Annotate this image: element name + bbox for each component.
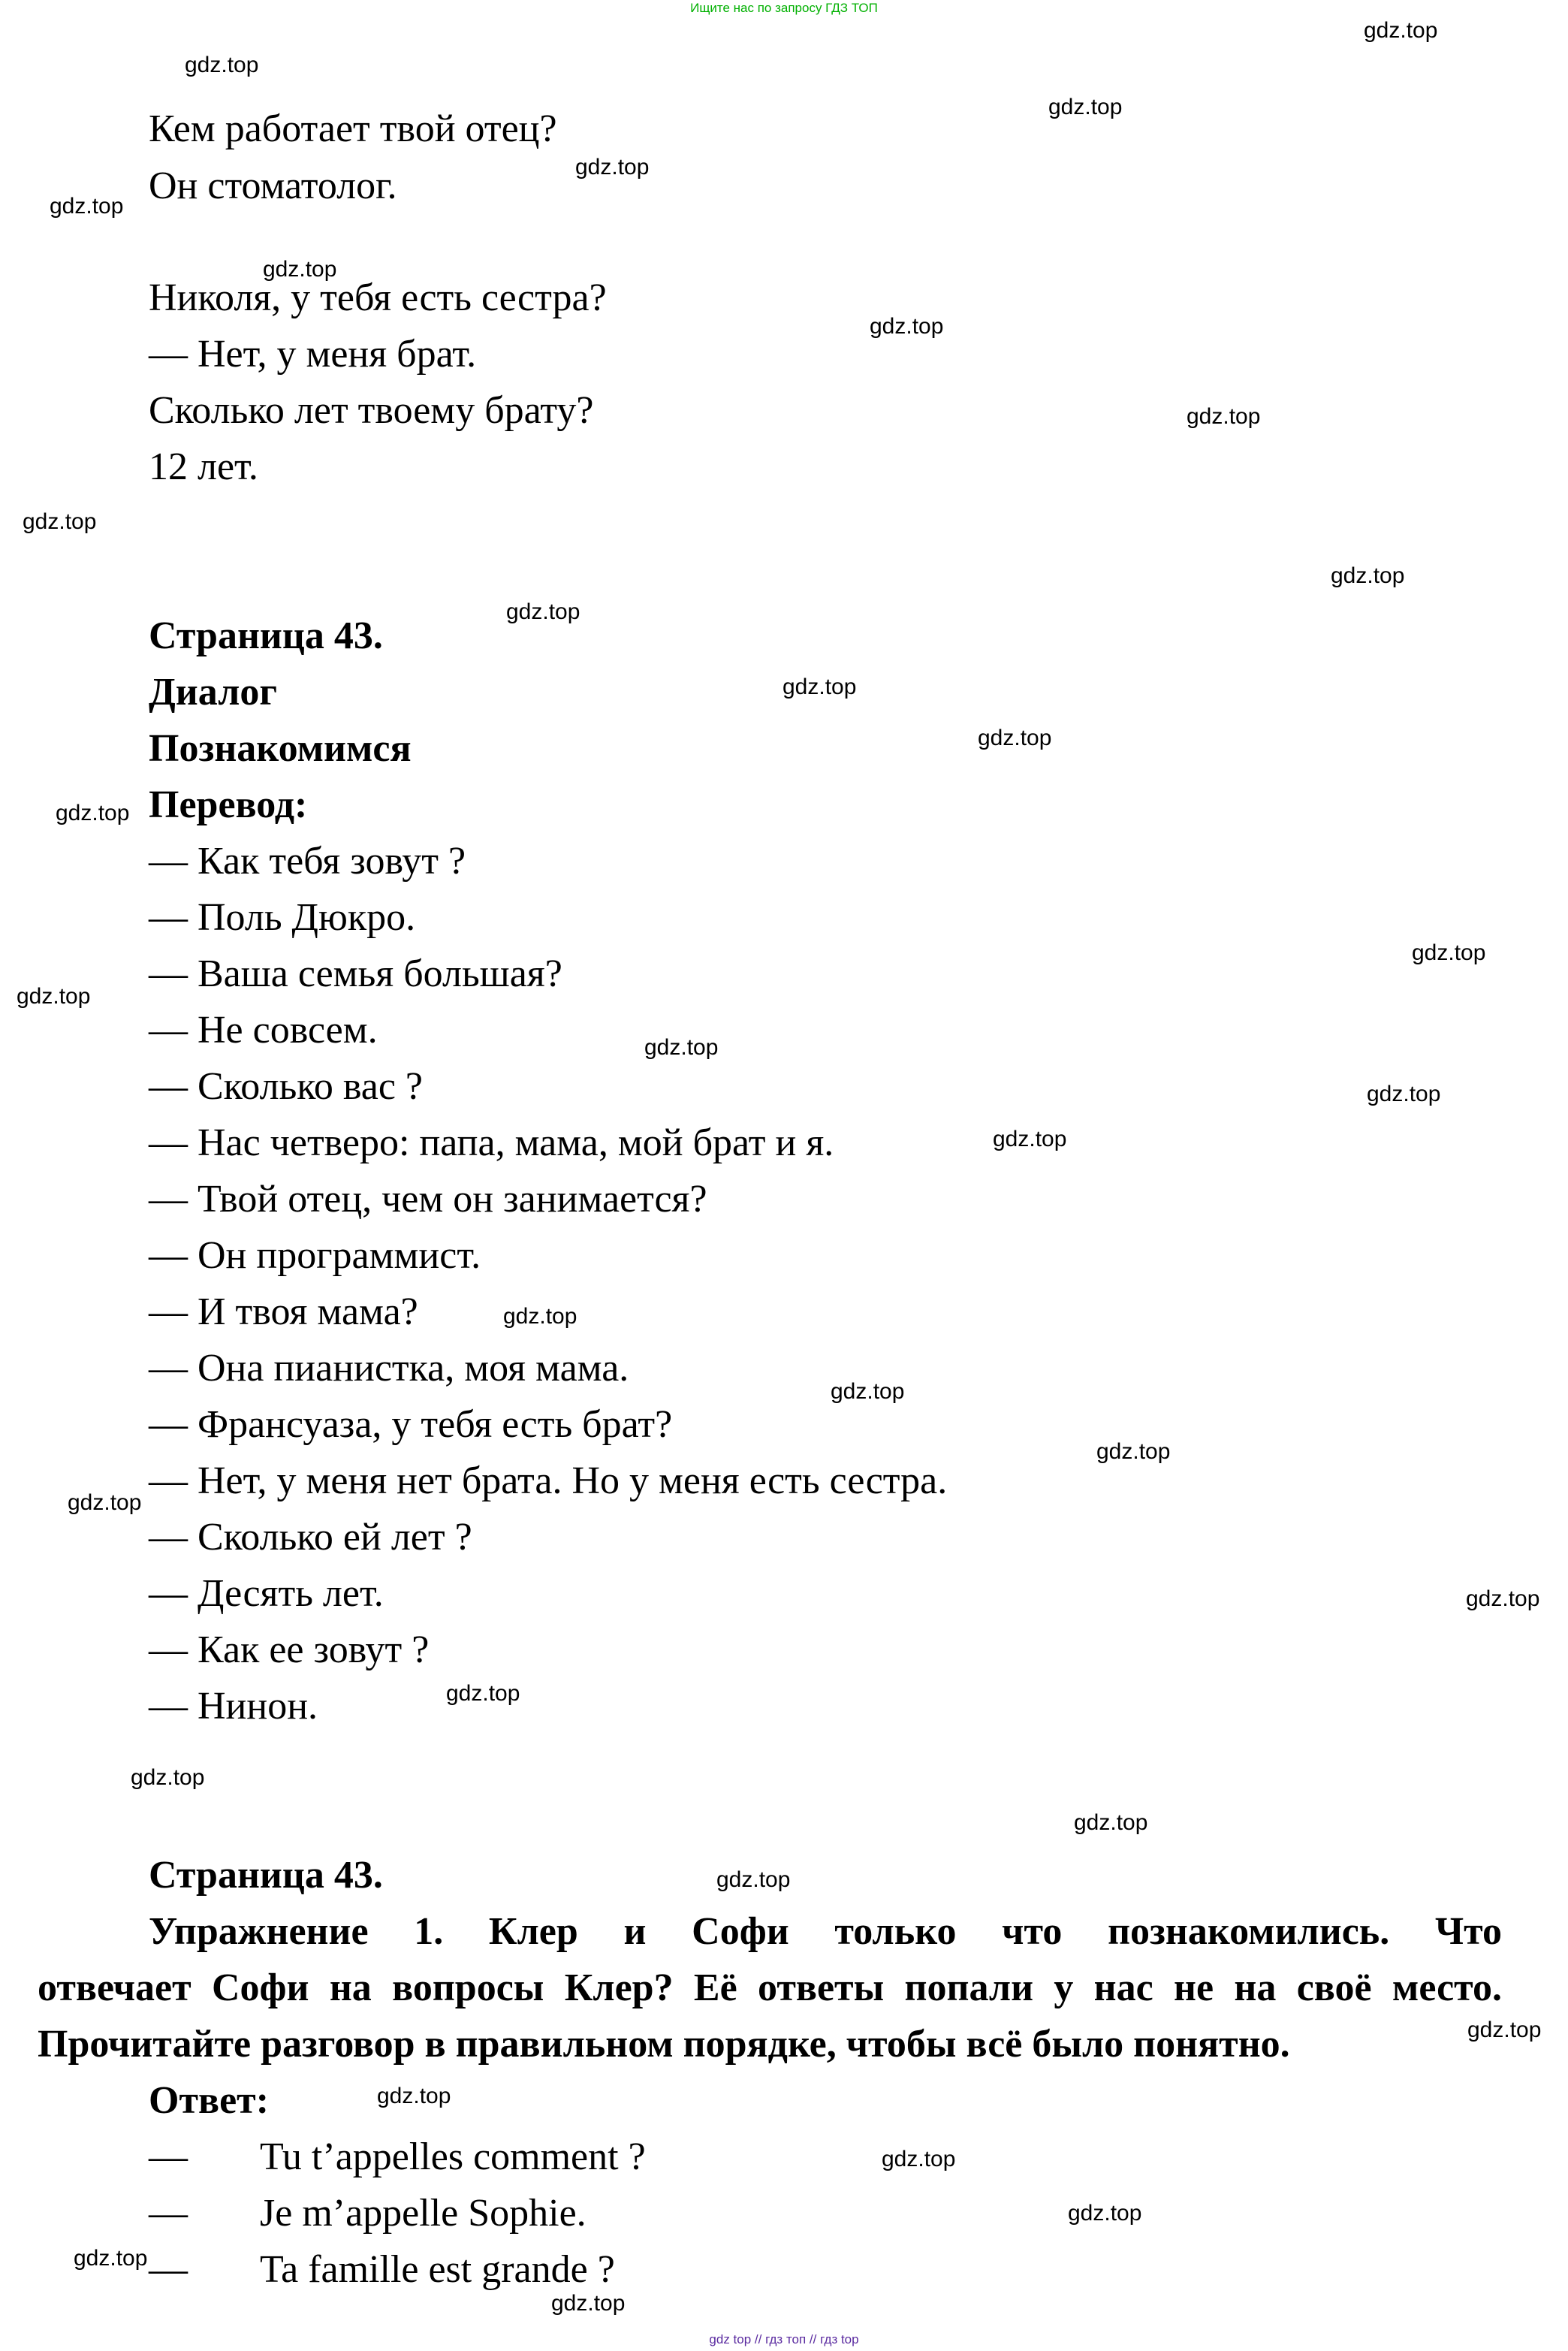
exercise-line: отвечает Софи на вопросы Клер? Её ответы попали у нас не на своё место. xyxy=(38,1966,1502,2009)
dialog-line: — Нинон. xyxy=(149,1685,318,1728)
watermark: gdz.top xyxy=(1331,563,1405,588)
watermark: gdz.top xyxy=(1068,2201,1142,2226)
watermark: gdz.top xyxy=(1466,1586,1540,1611)
dialog-line: — Ваша семья большая? xyxy=(149,952,562,995)
watermark: gdz.top xyxy=(506,599,580,624)
page-heading: Страница 43. xyxy=(149,1854,383,1897)
text-line: — Нет, у меня брат. xyxy=(149,333,477,376)
dialog-subtitle: Познакомимся xyxy=(149,727,412,770)
dialog-line: — И твоя мама? xyxy=(149,1290,418,1333)
dialog-line: — Десять лет. xyxy=(149,1572,384,1615)
watermark: gdz.top xyxy=(1074,1810,1148,1835)
dialog-line: — Сколько вас ? xyxy=(149,1065,424,1108)
watermark: gdz.top xyxy=(1467,2018,1542,2042)
watermark: gdz.top xyxy=(716,1867,791,1892)
answer-label: Ответ: xyxy=(149,2079,270,2122)
dash: — xyxy=(149,2135,188,2178)
dialog-line: — Франсуаза, у тебя есть брат? xyxy=(149,1403,673,1446)
dialog-line: — Как ее зовут ? xyxy=(149,1628,430,1671)
watermark: gdz.top xyxy=(23,509,97,534)
watermark: gdz.top xyxy=(831,1379,905,1404)
watermark: gdz.top xyxy=(882,2147,956,2171)
text-line: Кем работает твой отец? xyxy=(149,107,557,150)
watermark: gdz.top xyxy=(978,726,1052,750)
watermark: gdz.top xyxy=(503,1304,577,1329)
dialog-line: — Поль Дюкро. xyxy=(149,896,416,939)
watermark: gdz.top xyxy=(551,2291,626,2316)
watermark: gdz.top xyxy=(446,1681,520,1706)
dialog-line: — Нет, у меня нет брата. Но у меня есть сестра. xyxy=(149,1459,948,1502)
dash: — xyxy=(149,2192,188,2235)
answer-text: Ta famille est grande ? xyxy=(260,2248,615,2291)
watermark: gdz.top xyxy=(1364,18,1438,43)
text-line: 12 лет. xyxy=(149,445,258,488)
dialog-title: Диалог xyxy=(149,671,277,714)
dash: — xyxy=(149,2248,188,2291)
watermark: gdz.top xyxy=(644,1035,719,1060)
watermark: gdz.top xyxy=(50,194,124,219)
watermark: gdz.top xyxy=(56,801,130,825)
dialog-line: — Сколько ей лет ? xyxy=(149,1516,472,1559)
answer-text: Je m’appelle Sophie. xyxy=(260,2192,586,2235)
text-line: Сколько лет твоему брату? xyxy=(149,389,594,432)
watermark: gdz.top xyxy=(1187,404,1261,429)
dialog-line: — Не совсем. xyxy=(149,1009,378,1052)
dialog-line: — Твой отец, чем он занимается? xyxy=(149,1178,707,1221)
top-banner: Ищите нас по запросу ГДЗ ТОП xyxy=(690,1,878,15)
bottom-banner: gdz top // гдз топ // гдз top xyxy=(709,2332,859,2346)
exercise-line: Прочитайте разговор в правильном порядке, чтобы всё было понятно. xyxy=(38,2023,1290,2066)
watermark: gdz.top xyxy=(782,675,857,699)
watermark: gdz.top xyxy=(74,2246,148,2271)
watermark: gdz.top xyxy=(17,984,91,1009)
answer-text: Tu t’appelles comment ? xyxy=(260,2135,646,2178)
watermark: gdz.top xyxy=(1412,940,1486,965)
text-line: Он стоматолог. xyxy=(149,164,397,207)
watermark: gdz.top xyxy=(185,53,259,77)
exercise-line: Упражнение 1. Клер и Софи только что познакомились. Что xyxy=(149,1910,1502,1953)
watermark: gdz.top xyxy=(993,1127,1067,1151)
page-heading: Страница 43. xyxy=(149,614,383,657)
dialog-line: — Он программист. xyxy=(149,1234,481,1277)
watermark: gdz.top xyxy=(377,2084,451,2108)
watermark: gdz.top xyxy=(131,1765,205,1790)
dialog-line: — Как тебя зовут ? xyxy=(149,840,466,883)
watermark: gdz.top xyxy=(1367,1082,1441,1106)
watermark: gdz.top xyxy=(68,1490,142,1515)
watermark: gdz.top xyxy=(870,314,944,339)
watermark: gdz.top xyxy=(263,257,337,282)
watermark: gdz.top xyxy=(575,155,650,180)
dialog-line: — Она пианистка, моя мама. xyxy=(149,1347,629,1390)
watermark: gdz.top xyxy=(1048,95,1123,119)
text-line: Николя, у тебя есть сестра? xyxy=(149,276,607,319)
watermark: gdz.top xyxy=(1096,1439,1171,1464)
dialog-line: — Нас четверо: папа, мама, мой брат и я. xyxy=(149,1121,834,1164)
translation-label: Перевод: xyxy=(149,783,308,826)
